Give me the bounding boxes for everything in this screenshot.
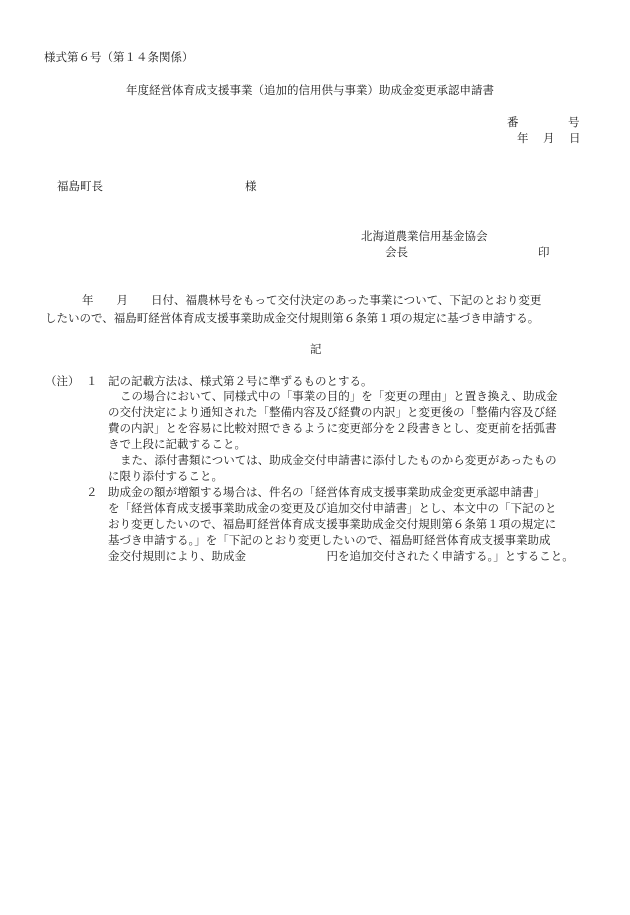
- note-number: ２: [86, 485, 98, 499]
- note-line: を「経営体育成支援事業助成金の変更及び追加交付申請書」とし、本文中の「下記のと: [108, 501, 557, 515]
- applicant-title: 会長: [385, 245, 408, 259]
- ki-heading: 記: [310, 342, 322, 356]
- note-line: おり変更したいので、福島町経営体育成支援事業助成金交付規則第６条第１項の規定に: [108, 517, 557, 531]
- number-label: 番: [507, 115, 519, 129]
- note-line: 記の記載方法は、様式第２号に準ずるものとする。: [108, 374, 373, 388]
- note-line: 助成金の額が増額する場合は、件名の「経営体育成支援事業助成金変更承認申請書」: [108, 485, 545, 499]
- date-year-label: 年: [517, 131, 529, 145]
- note-line: また、添付書類については、助成金交付申請書に添付したものから変更があったもの: [120, 453, 557, 467]
- seal-mark: 印: [538, 245, 550, 259]
- body-text-line-2: したいので、福島町経営体育成支援事業助成金交付規則第６条第１項の規定に基づき申請する。: [45, 311, 540, 325]
- note-line: に限り添付すること。: [108, 469, 223, 483]
- date-day-label: 日: [569, 131, 581, 145]
- date-month-label: 月: [543, 131, 555, 145]
- note-line: きで上段に記載すること。: [108, 437, 246, 451]
- note-line: 費の内訳」とを容易に比較対照できるように変更部分を２段書きとし、変更前を括弧書: [108, 421, 557, 435]
- note-line: の交付決定により通知された「整備内容及び経費の内訳」と変更後の「整備内容及び経: [108, 405, 557, 419]
- notes-label: （注）: [45, 374, 80, 388]
- applicant-organization: 北海道農業信用基金協会: [361, 229, 488, 243]
- form-number: 様式第６号（第１４条関係）: [44, 50, 194, 64]
- note-line: 基づき申請する。」を「下記のとおり変更したいので、福島町経営体育成支援事業助成: [108, 533, 551, 547]
- addressee-honorific: 様: [245, 179, 257, 193]
- body-text-line-1: 年 月 日付、福農林号をもって交付決定のあった事業について、下記のとおり変更: [82, 293, 542, 307]
- note-line: この場合において、同様式中の「事業の目的」を「変更の理由」と置き換え、助成金: [120, 389, 558, 403]
- note-line: 金交付規則により、助成金 円を追加交付されたく申請する。」とすること。: [108, 549, 574, 563]
- note-number: １: [86, 374, 98, 388]
- number-suffix: 号: [568, 115, 580, 129]
- addressee-name: 福島町長: [57, 179, 103, 193]
- document-title: 年度経営体育成支援事業（追加的信用供与事業）助成金変更承認申請書: [126, 83, 494, 97]
